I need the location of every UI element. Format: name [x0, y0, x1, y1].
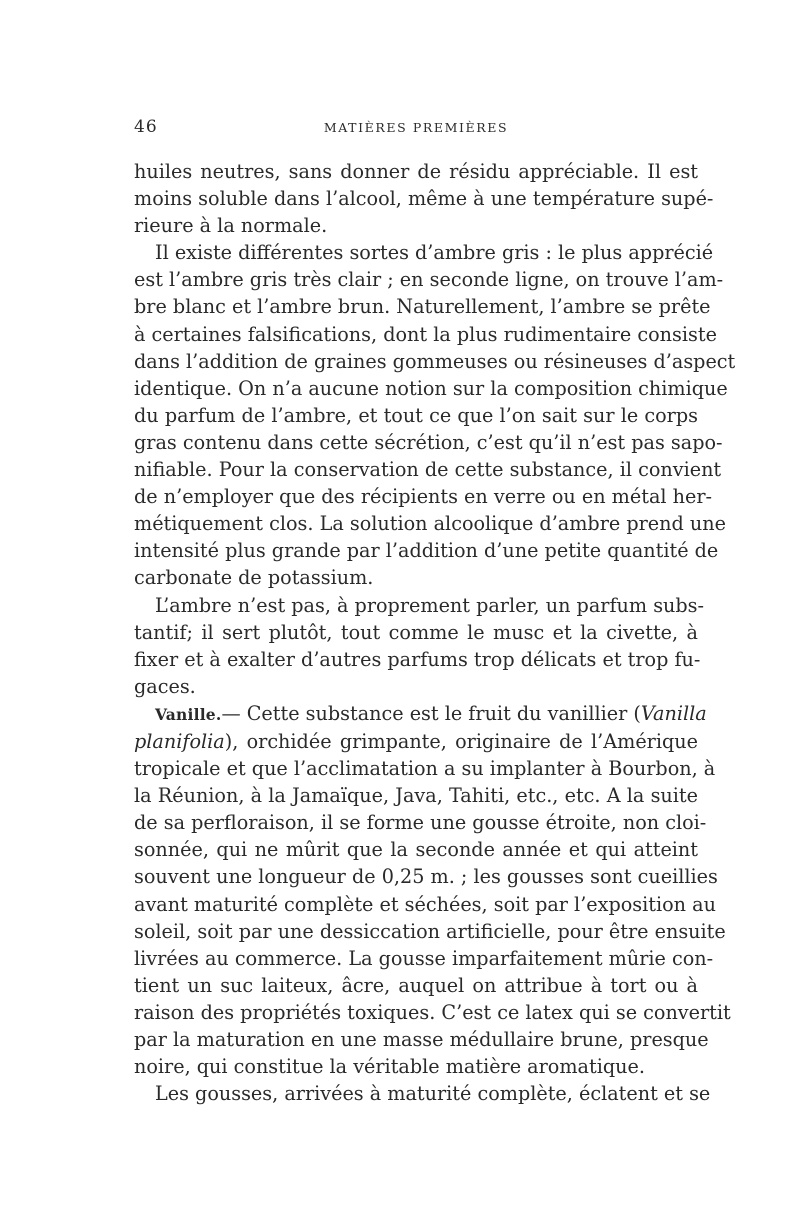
text-line: sonnée, qui ne mûrit que la seconde année et qui atteint	[134, 838, 698, 862]
text-line: de n’employer que des récipients en verre ou en métal her-	[134, 485, 712, 509]
text-line: Il existe différentes sortes d’ambre gris : le plus apprécié	[155, 241, 714, 265]
page-number: 46	[134, 117, 158, 137]
text-line: gras contenu dans cette sécrétion, c’est qu’il n’est pas sapo-	[134, 430, 723, 454]
text-line: tient un suc laiteux, âcre, auquel on attribue à tort ou à	[134, 973, 698, 997]
text-line: gaces.	[134, 674, 196, 698]
text-segment: ), orchidée grimpante, originaire de l’Amérique	[224, 729, 698, 753]
paragraph-3	[134, 592, 705, 700]
text-line: huiles neutres, sans donner de résidu appréciable. Il est	[134, 160, 698, 183]
text-line: la Réunion, à la Jamaïque, Java, Tahiti, etc., etc. A la suite	[134, 784, 698, 808]
text-line: L’ambre n’est pas, à proprement parler, un parfum subs-	[155, 593, 705, 617]
section-run-in-heading: Vanille.	[155, 704, 222, 724]
text-line: intensité plus grande par l’addition d’une petite quantité de	[134, 539, 719, 563]
paragraph-1	[134, 158, 714, 239]
text-line: livrées au commerce. La gousse imparfaitement mûrie con-	[134, 946, 714, 970]
running-title: MATIÈRES PREMIÈRES	[323, 120, 509, 135]
text-line: métiquement clos. La solution alcoolique d’ambre prend une	[134, 512, 726, 536]
paragraph-2	[134, 239, 736, 591]
text-line: est l’ambre gris très clair ; en seconde ligne, on trouve l’am-	[134, 268, 724, 292]
text-line	[134, 728, 698, 755]
text-line: identique. On n’a aucune notion sur la composition chimique	[134, 376, 728, 400]
text-line: nifiable. Pour la conservation de cette substance, il convient	[134, 458, 722, 482]
text-line: bre blanc et l’ambre brun. Naturellement, l’ambre se prête	[134, 295, 711, 319]
text-line: Les gousses, arrivées à maturité complète, éclatent et se	[155, 1082, 711, 1106]
text-line: avant maturité complète et séchées, soit par l’exposition au	[134, 892, 716, 916]
paragraph-5	[134, 1080, 711, 1107]
text-line: à certaines falsifications, dont la plus rudimentaire consiste	[134, 322, 717, 346]
text-line: tantif; il sert plutôt, tout comme le musc et la civette, à	[134, 620, 698, 644]
text-line: par la maturation en une masse médullaire brune, presque	[134, 1028, 709, 1051]
text-line: carbonate de potassium.	[134, 566, 374, 590]
text-line: de sa perfloraison, il se forme une gousse étroite, non cloi-	[134, 811, 707, 835]
italic-term: planifolia	[134, 729, 225, 753]
text-segment: — Cette substance est le fruit du vanillier (	[221, 701, 641, 725]
text-line: rieure à la normale.	[134, 214, 328, 238]
text-line: noire, qui constitue la véritable matière aromatique.	[134, 1055, 645, 1079]
text-line	[134, 700, 707, 728]
paragraph-vanille	[134, 700, 731, 1080]
text-line: tropicale et que l’acclimatation a su implanter à Bourbon, à	[134, 757, 716, 781]
body-text	[134, 158, 736, 1107]
text-line: dans l’addition de graines gommeuses ou résineuses d’aspect	[134, 349, 736, 373]
page-header	[134, 117, 698, 141]
text-line: souvent une longueur de 0,25 m. ; les gousses sont cueillies	[134, 865, 718, 889]
text-line: du parfum de l’ambre, et tout ce que l’on sait sur le corps	[134, 403, 698, 427]
italic-term: Vanilla	[640, 701, 707, 725]
text-line: raison des propriétés toxiques. C’est ce latex qui se convertit	[134, 1000, 731, 1024]
text-line: moins soluble dans l’alcool, même à une température supé-	[134, 187, 714, 211]
text-line: soleil, soit par une dessiccation artificielle, pour être ensuite	[134, 919, 726, 943]
text-line: fixer et à exalter d’autres parfums trop délicats et trop fu-	[134, 647, 701, 671]
